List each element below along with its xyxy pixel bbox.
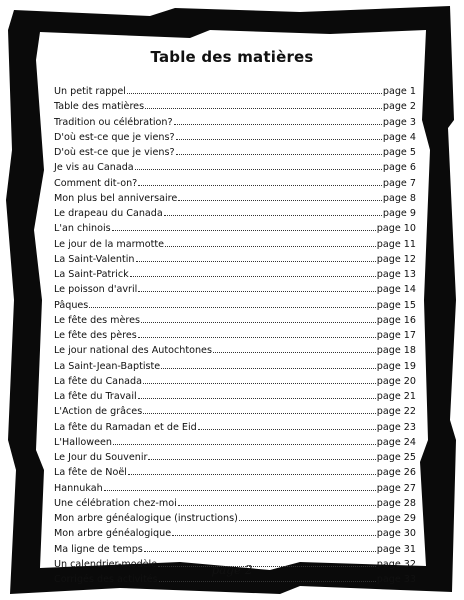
- dot-leader: [172, 525, 376, 536]
- toc-entry-title: L'an chinois: [54, 223, 111, 235]
- toc-entry: [54, 342, 416, 357]
- toc-entry-page-number: page 18: [376, 345, 416, 357]
- toc-entry-page-number: page 22: [376, 406, 416, 418]
- dot-leader: [145, 98, 382, 109]
- toc-entry-page-number: page 11: [376, 238, 416, 250]
- toc-entry-title: D'où est-ce que je viens?: [54, 147, 175, 158]
- toc-entry-title: Le drapeau du Canada: [54, 208, 163, 219]
- dot-leader: [136, 251, 376, 262]
- dot-leader: [138, 175, 382, 186]
- dot-leader: [113, 434, 376, 445]
- toc-entry-page-number: page 21: [376, 391, 416, 402]
- toc-entry: [54, 434, 416, 449]
- toc-entry-title: L'Action de grâces: [54, 406, 143, 418]
- toc-entry-page-number: page 19: [376, 360, 416, 372]
- toc-entry-title: La fête du Travail: [54, 391, 137, 402]
- dot-leader: [176, 144, 382, 155]
- toc-entry-page-number: page 29: [376, 513, 416, 524]
- dot-leader: [89, 297, 375, 308]
- dot-leader: [178, 190, 382, 201]
- toc-entry: [54, 98, 416, 113]
- toc-entry-title: La fête du Canada: [54, 375, 142, 387]
- toc-entry: [54, 144, 416, 159]
- toc-entry-page-number: page 31: [376, 543, 416, 555]
- dot-leader: [198, 419, 376, 430]
- dot-leader: [128, 464, 376, 475]
- toc-entry: [54, 449, 416, 464]
- toc-entry: [54, 373, 416, 388]
- toc-entry-page-number: page 24: [376, 436, 416, 448]
- toc-entry-title: La fête de Noël: [54, 467, 127, 479]
- toc-entry: [54, 480, 416, 495]
- page-number-footer: page 2: [211, 563, 253, 577]
- toc-entry-title: Je vis au Canada: [54, 162, 134, 174]
- toc-entry: [54, 251, 416, 266]
- dot-leader: [127, 83, 382, 94]
- toc-entry-page-number: page 23: [376, 421, 416, 433]
- dot-leader: [143, 403, 376, 414]
- toc-entry: [54, 388, 416, 403]
- toc-entry: [54, 541, 416, 556]
- toc-entry-page-number: page 8: [382, 192, 416, 204]
- toc-entry-page-number: page 25: [376, 452, 416, 463]
- toc-entry: [54, 510, 416, 525]
- toc-entry-title: Le fête des pères: [54, 330, 137, 341]
- toc-entry-page-number: page 1: [382, 86, 416, 97]
- toc-entry-page-number: page 33: [376, 574, 416, 585]
- toc-entry-title: Mon arbre généalogique: [54, 528, 172, 540]
- toc-entry: [54, 464, 416, 479]
- dot-leader: [138, 388, 376, 399]
- toc-entry: [54, 403, 416, 418]
- toc-entry-title: La fête du Ramadan et de Eid: [54, 421, 197, 433]
- toc-entry-page-number: page 26: [376, 467, 416, 479]
- dot-leader: [164, 205, 382, 216]
- toc-entry-page-number: page 5: [382, 147, 416, 158]
- toc-entry-title: Une célébration chez-moi: [54, 497, 177, 509]
- dot-leader: [213, 342, 376, 353]
- dot-leader: [176, 129, 382, 140]
- toc-entry-title: Ma ligne de temps: [54, 543, 143, 555]
- document-page: [36, 30, 428, 585]
- toc-entry-title: Comment dit-on?: [54, 177, 138, 189]
- toc-entry-title: La Saint-Jean-Baptiste: [54, 360, 161, 372]
- dot-leader: [143, 373, 376, 384]
- dot-leader: [165, 236, 376, 247]
- toc-entry-page-number: page 10: [376, 223, 416, 235]
- dot-leader: [138, 281, 375, 292]
- toc-entry-title: Le jour national des Autochtones: [54, 345, 212, 357]
- dot-leader: [112, 220, 376, 231]
- toc-entry-page-number: page 13: [376, 269, 416, 280]
- toc-entry: [54, 236, 416, 251]
- toc-entry: [54, 114, 416, 129]
- toc-entry: [54, 83, 416, 98]
- toc-entry: [54, 358, 416, 373]
- toc-entry-title: Hannukah: [54, 482, 103, 494]
- toc-entry-page-number: page 17: [376, 330, 416, 341]
- toc-entry-title: Pâques: [54, 299, 89, 311]
- toc-entry-title: D'où est-ce que je viens?: [54, 131, 175, 143]
- toc-entry-title: Un calendrier-modèle: [54, 558, 158, 570]
- toc-entry-title: Le fête des mères: [54, 314, 141, 326]
- toc-entry-page-number: page 27: [376, 482, 416, 494]
- toc-entry-title: Mon plus bel anniversaire: [54, 192, 178, 204]
- toc-entry: [54, 281, 416, 296]
- toc-entry-title: Le jour de la marmotte: [54, 238, 165, 250]
- toc-entry-title: Corrigés des activités: [54, 574, 158, 585]
- dot-leader: [148, 449, 375, 460]
- dot-leader: [174, 114, 382, 125]
- toc-entry: [54, 190, 416, 205]
- dot-leader: [178, 495, 376, 506]
- toc-entry-page-number: page 7: [382, 177, 416, 189]
- toc-entry: [54, 297, 416, 312]
- toc-entry-page-number: page 20: [376, 375, 416, 387]
- dot-leader: [141, 312, 376, 323]
- toc-entry-title: Le poisson d'avril: [54, 284, 138, 296]
- toc-entry: [54, 266, 416, 281]
- dot-leader: [104, 480, 376, 491]
- dot-leader: [135, 159, 382, 170]
- toc-entry: [54, 312, 416, 327]
- toc-entry-page-number: page 3: [382, 116, 416, 128]
- dot-leader: [239, 510, 376, 521]
- toc-entry-page-number: page 12: [376, 253, 416, 265]
- toc-entry-page-number: page 28: [376, 497, 416, 509]
- toc-entry-page-number: page 16: [376, 314, 416, 326]
- toc-entry-title: La Saint-Patrick: [54, 269, 129, 280]
- toc-entry-title: Table des matières: [54, 101, 145, 113]
- dot-leader: [138, 327, 376, 338]
- toc-entry-title: Un petit rappel: [54, 86, 126, 97]
- dot-leader: [144, 541, 376, 552]
- toc-entry: [54, 175, 416, 190]
- toc-entry: [54, 495, 416, 510]
- toc-entry: [54, 525, 416, 540]
- dot-leader: [161, 358, 376, 369]
- toc-entry: [54, 129, 416, 144]
- toc-entry-title: L'Halloween: [54, 436, 113, 448]
- toc-entry-title: Tradition ou célébration?: [54, 116, 173, 128]
- toc-entry-page-number: page 9: [382, 208, 416, 219]
- toc-entry: [54, 159, 416, 174]
- toc-entry: [54, 327, 416, 342]
- toc-entry-page-number: page 2: [382, 101, 416, 113]
- toc-entry-page-number: page 30: [376, 528, 416, 540]
- toc-entry: [54, 220, 416, 235]
- dot-leader: [130, 266, 376, 277]
- page-title: Table des matières: [150, 48, 314, 66]
- toc-entry-page-number: page 4: [382, 131, 416, 143]
- toc-entry-page-number: page 15: [376, 299, 416, 311]
- toc-entry-title: Mon arbre généalogique (instructions): [54, 513, 238, 524]
- toc-entry-page-number: page 32: [376, 558, 416, 570]
- toc-entry-title: Le Jour du Souvenir: [54, 452, 148, 463]
- toc-entry-title: La Saint-Valentin: [54, 253, 135, 265]
- table-of-contents: [54, 83, 416, 586]
- toc-entry-page-number: page 6: [382, 162, 416, 174]
- toc-entry: [54, 419, 416, 434]
- toc-entry: [54, 205, 416, 220]
- toc-entry-page-number: page 14: [376, 284, 416, 296]
